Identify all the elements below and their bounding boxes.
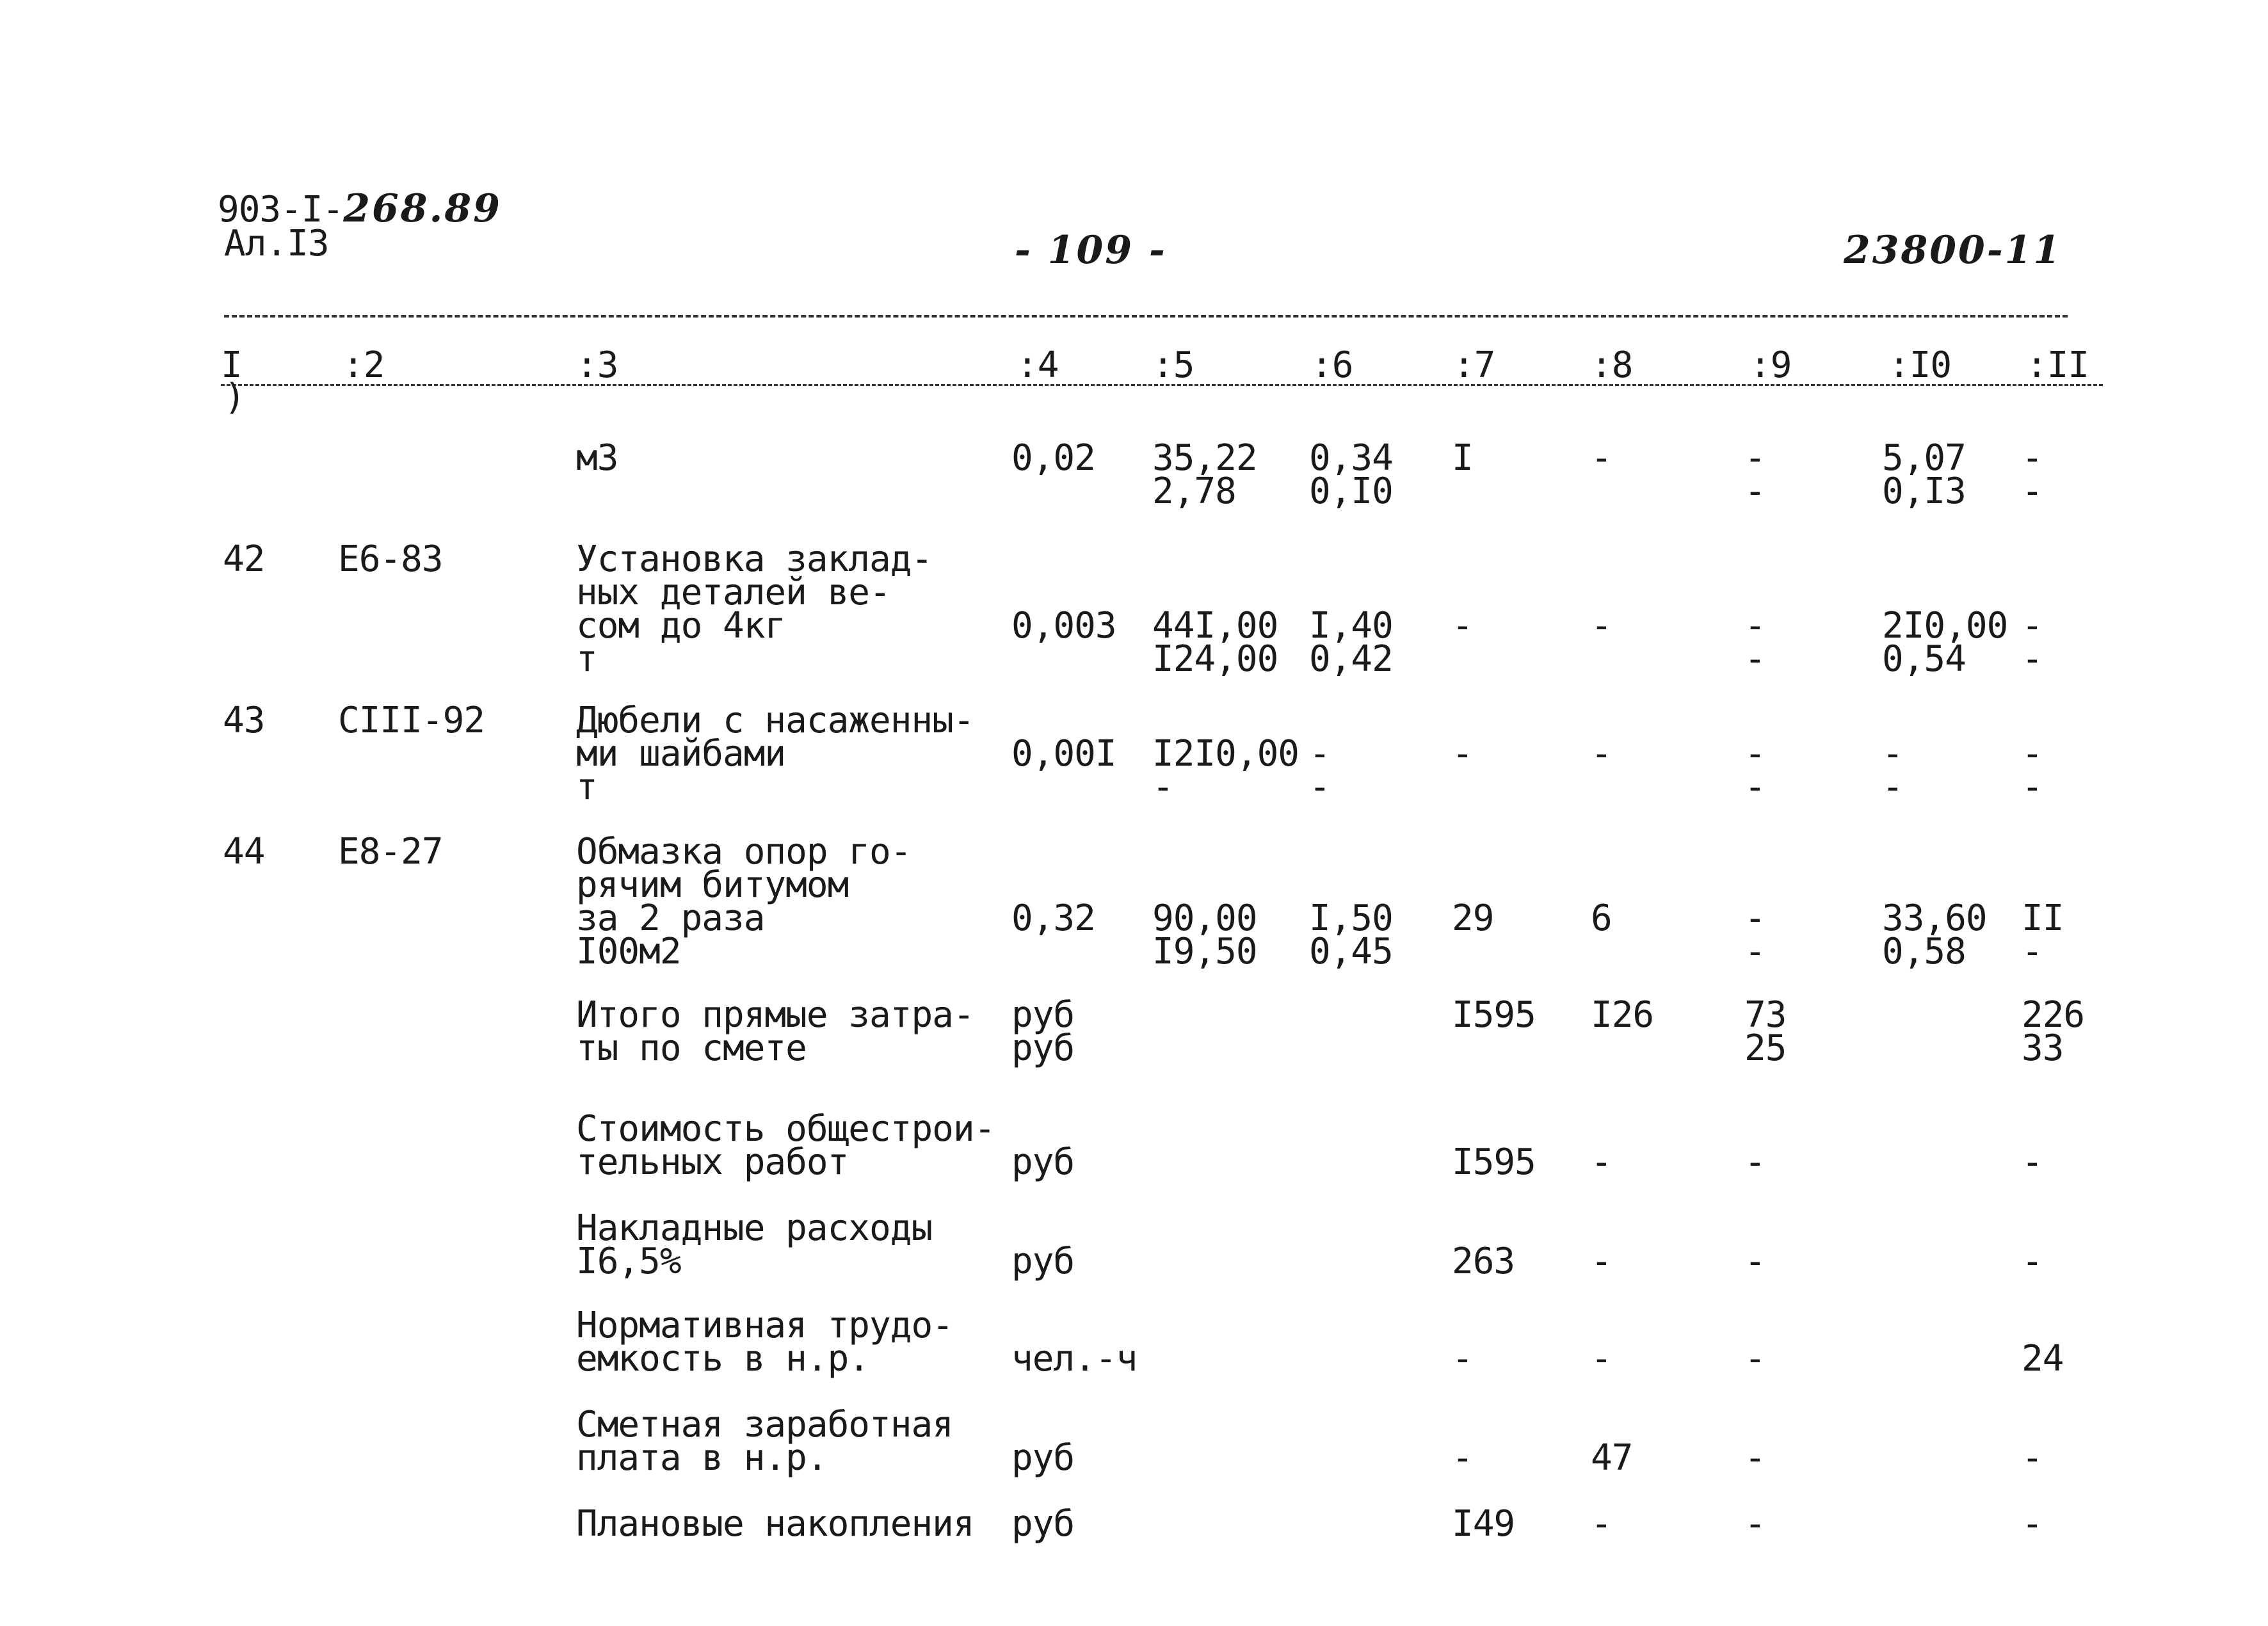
sheet-code: 23800-11 <box>1844 228 2063 273</box>
document-code-prefix: 903-I- <box>218 189 344 230</box>
row-2-col-5: 44I,00 I24,00 <box>1152 605 1278 680</box>
col-header-5: :5 <box>1152 344 1194 386</box>
row-1-col-11: - - <box>2022 437 2043 512</box>
row-2-col-10: 2I0,00 0,54 <box>1882 605 2008 680</box>
row-6-col-7: I595 <box>1452 1141 1536 1183</box>
row-4-number: 44 <box>223 831 265 873</box>
row-3-code: СIII-92 <box>338 700 485 741</box>
col-header-11: :II <box>2026 344 2089 386</box>
row-10-col-11: - <box>2022 1503 2043 1545</box>
row-6-col-11: - <box>2022 1141 2043 1183</box>
col1-mark: ) <box>224 376 245 418</box>
row-4-code: Е8-27 <box>338 831 443 873</box>
row-7-col-8: - <box>1591 1241 1612 1282</box>
row-1-col-7: I <box>1452 437 1473 479</box>
row-8-col-8: - <box>1591 1338 1612 1380</box>
row-3-col-11: - - <box>2022 733 2043 808</box>
row-4-col-7: 29 <box>1452 898 1494 939</box>
row-4-col-11: II - <box>2022 898 2064 972</box>
row-4-col-5: 90,00 I9,50 <box>1152 898 1257 972</box>
col-header-8: :8 <box>1591 344 1633 386</box>
col-header-6: :6 <box>1311 344 1353 386</box>
row-7-description: Накладные расходы I6,5% <box>576 1207 933 1282</box>
row-4-col-10: 33,60 0,58 <box>1882 898 1987 972</box>
row-9-col-8: 47 <box>1591 1437 1633 1479</box>
row-1-description: м3 <box>576 437 618 479</box>
row-5-col-4: руб руб <box>1011 994 1075 1069</box>
row-2-col-8: - <box>1591 605 1612 647</box>
row-2-col-11: - - <box>2022 605 2043 680</box>
row-3-col-6: - - <box>1309 733 1330 808</box>
row-9-col-4: руб <box>1011 1437 1075 1479</box>
row-6-col-9: - <box>1744 1141 1765 1183</box>
row-2-col-9: - - <box>1744 605 1765 680</box>
col-header-1: I <box>221 344 242 386</box>
row-5-col-7: I595 <box>1452 994 1536 1036</box>
row-1-col-9: - - <box>1744 437 1765 512</box>
header-top-rule <box>224 315 2068 318</box>
row-2-col-6: I,40 0,42 <box>1309 605 1393 680</box>
col-header-3: :3 <box>576 344 618 386</box>
row-2-description: Установка заклад- ных деталей ве- сом до 4кг т <box>576 538 933 680</box>
row-8-col-4: чел.-ч <box>1011 1338 1138 1380</box>
row-6-description: Стоимость общестрои- тельных работ <box>576 1108 995 1183</box>
row-3-col-7: - <box>1452 733 1473 775</box>
row-5-description: Итого прямые затра- ты по смете <box>576 994 974 1069</box>
row-2-number: 42 <box>223 538 265 580</box>
row-7-col-9: - <box>1744 1241 1765 1282</box>
row-10-col-4: руб <box>1011 1503 1075 1545</box>
row-3-col-4: 0,00I <box>1011 733 1116 775</box>
row-3-col-10: - - <box>1882 733 1903 808</box>
row-3-col-9: - - <box>1744 733 1765 808</box>
row-6-col-8: - <box>1591 1141 1612 1183</box>
col-header-2: :2 <box>342 344 385 386</box>
row-3-number: 43 <box>223 700 265 741</box>
row-1-col-8: - <box>1591 437 1612 479</box>
row-6-col-4: руб <box>1011 1141 1075 1183</box>
row-5-col-8: I26 <box>1591 994 1654 1036</box>
row-7-col-11: - <box>2022 1241 2043 1282</box>
row-4-description: Обмазка опор го- рячим битумом за 2 раза I00м2 <box>576 831 912 972</box>
row-1-col-6: 0,34 0,I0 <box>1309 437 1393 512</box>
row-9-col-7: - <box>1452 1437 1473 1479</box>
row-10-col-8: - <box>1591 1503 1612 1545</box>
row-4-col-6: I,50 0,45 <box>1309 898 1393 972</box>
row-4-col-8: 6 <box>1591 898 1612 939</box>
row-9-col-11: - <box>2022 1437 2043 1479</box>
col-header-4: :4 <box>1017 344 1059 386</box>
row-8-col-11: 24 <box>2022 1338 2064 1380</box>
header-bottom-rule <box>221 384 2103 386</box>
row-4-col-4: 0,32 <box>1011 898 1095 939</box>
row-10-description: Плановые накопления <box>576 1503 974 1545</box>
document-code <box>218 186 502 231</box>
row-7-col-7: 263 <box>1452 1241 1515 1282</box>
row-2-col-4: 0,003 <box>1011 605 1116 647</box>
row-3-description: Дюбели с насаженны- ми шайбами т <box>576 700 974 808</box>
row-3-col-8: - <box>1591 733 1612 775</box>
row-4-col-9: - - <box>1744 898 1765 972</box>
row-9-description: Сметная заработная плата в н.р. <box>576 1404 953 1479</box>
row-8-col-9: - <box>1744 1338 1765 1380</box>
col-header-7: :7 <box>1453 344 1495 386</box>
col-header-10: :I0 <box>1888 344 1952 386</box>
row-1-col-10: 5,07 0,I3 <box>1882 437 1966 512</box>
row-1-col-5: 35,22 2,78 <box>1152 437 1257 512</box>
row-7-col-4: руб <box>1011 1241 1075 1282</box>
document-code-handwritten: 268.89 <box>343 186 502 231</box>
row-2-col-7: - <box>1452 605 1473 647</box>
row-8-description: Нормативная трудо- емкость в н.р. <box>576 1305 953 1380</box>
album-label: Ал.I3 <box>224 223 329 264</box>
row-2-code: Е6-83 <box>338 538 443 580</box>
row-5-col-9: 73 25 <box>1744 994 1787 1069</box>
row-8-col-7: - <box>1452 1338 1473 1380</box>
row-3-col-5: I2I0,00 - <box>1152 733 1299 808</box>
row-1-col-4: 0,02 <box>1011 437 1095 479</box>
row-10-col-9: - <box>1744 1503 1765 1545</box>
col-header-9: :9 <box>1749 344 1792 386</box>
row-10-col-7: I49 <box>1452 1503 1515 1545</box>
row-9-col-9: - <box>1744 1437 1765 1479</box>
page-number: - 109 - <box>1015 228 1167 273</box>
row-5-col-11: 226 33 <box>2022 994 2085 1069</box>
